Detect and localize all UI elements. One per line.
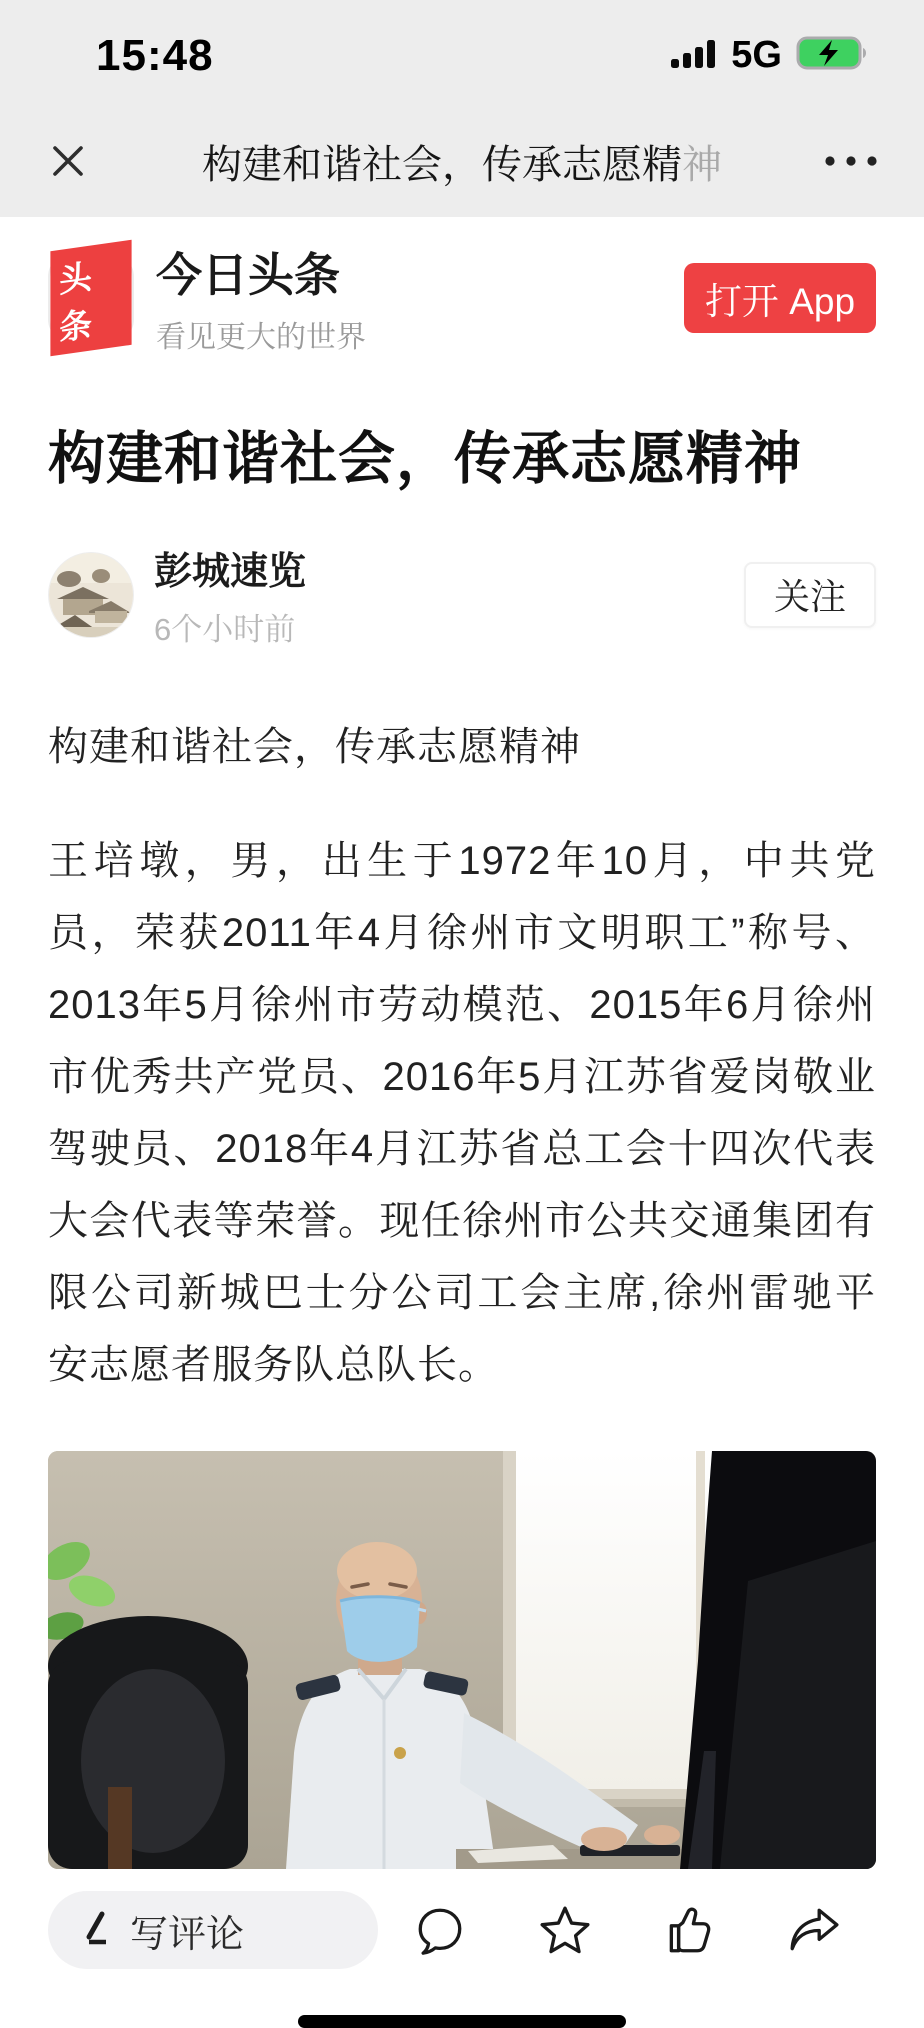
app-banner	[0, 217, 924, 370]
author-avatar[interactable]	[48, 552, 134, 638]
nav-bar	[0, 105, 924, 217]
share-arrow-icon[interactable]	[752, 1903, 877, 1957]
toolbar-actions	[378, 1903, 876, 1957]
comment-input[interactable]	[48, 1891, 378, 1969]
nav-title: 构建和谐社会，传承志愿精神	[202, 142, 722, 187]
comment-bubble-icon[interactable]	[378, 1903, 503, 1957]
open-app-button[interactable]: 打开 App	[684, 263, 876, 333]
toutiao-logo-badge: 头条	[50, 239, 131, 355]
status-icons	[671, 34, 872, 77]
toutiao-logo-icon[interactable]	[48, 253, 134, 347]
battery-charging-icon	[796, 35, 872, 76]
author-row[interactable]	[48, 540, 876, 649]
article	[0, 426, 924, 1869]
publish-time: 6个小时前	[154, 612, 296, 647]
status-bar	[0, 0, 924, 105]
cellular-signal-icon	[671, 38, 717, 73]
network-type-label: 5G	[731, 34, 782, 76]
author-name: 彭城速览	[154, 551, 307, 593]
comment-placeholder: 写评论	[130, 1913, 245, 1956]
article-image[interactable]	[48, 1451, 876, 1869]
thumbs-up-icon[interactable]	[627, 1903, 752, 1957]
app-meta	[156, 239, 366, 356]
author-info	[154, 540, 306, 649]
article-title: 构建和谐社会，传承志愿精神	[48, 427, 802, 491]
status-time: 15:48	[96, 30, 214, 80]
article-paragraph: 构建和谐社会，传承志愿精神	[48, 725, 581, 769]
app-slogan: 看见更大的世界	[156, 321, 366, 354]
star-icon[interactable]	[503, 1903, 628, 1957]
pencil-icon	[76, 1908, 116, 1953]
home-indicator[interactable]	[298, 2015, 626, 2028]
more-dots-icon[interactable]	[822, 154, 880, 168]
follow-button[interactable]: 关注	[744, 562, 876, 628]
nav-title-faded-char: 神	[682, 142, 722, 187]
app-name: 今日头条	[156, 249, 340, 301]
bottom-toolbar	[0, 1877, 924, 1983]
article-paragraph: 王培墩，男，出生于1972年10月，中共党员，荣获2011年4月徐州市文明职工”称号、2013年5月徐州市劳动模范、2015年6月徐州市优秀共产党员、2016年5月江苏省爱岗敬业驾驶员、2018年4月江苏省总工会十四次代表大会代表等荣誉。现任徐州市公共交通集团有限公司新城巴士分公司工会主席,徐州雷驰平安志愿者服务队总队长。	[48, 839, 876, 1387]
close-icon[interactable]	[46, 139, 90, 183]
